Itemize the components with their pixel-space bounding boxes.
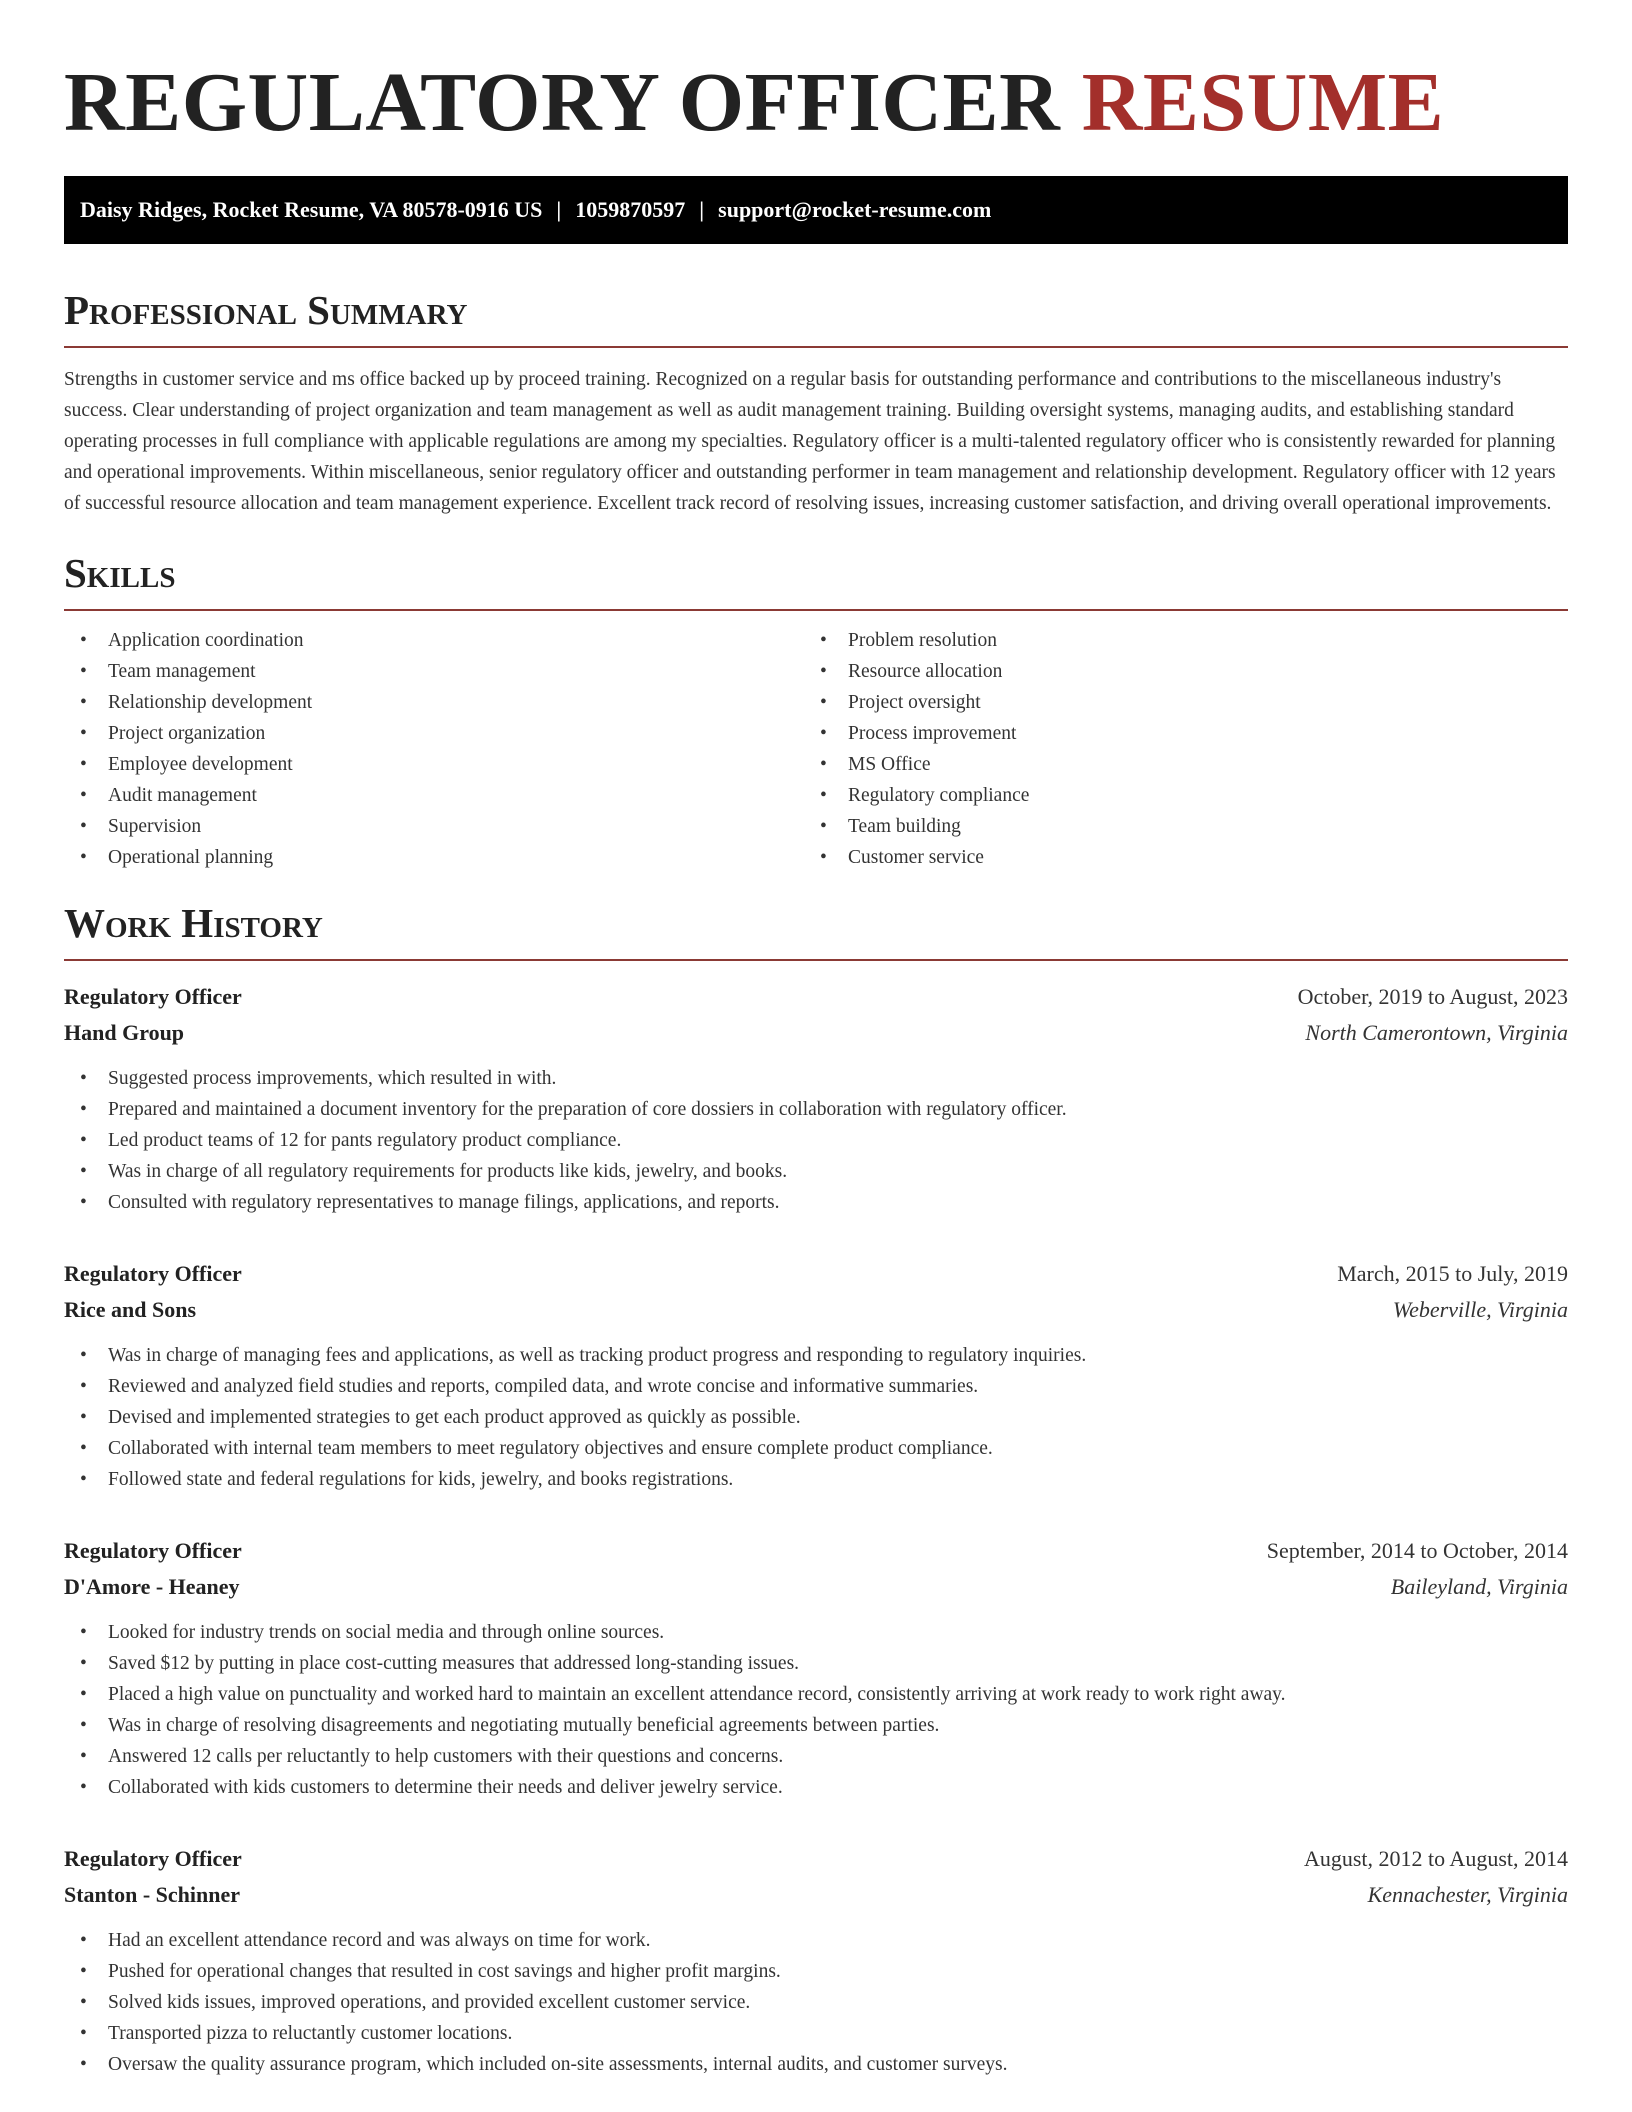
skill-item: • Process improvement [804, 718, 1544, 749]
job-bullet: • Was in charge of managing fees and applications, as well as tracking product progress and responding to regulatory inquiries. [64, 1340, 1568, 1371]
job-bullet: • Placed a high value on punctuality and worked hard to maintain an excellent attendance record, consistently arriving at work ready to work right away. [64, 1679, 1568, 1710]
skills-heading: Skills [64, 549, 1568, 611]
job-bullet: • Reviewed and analyzed field studies and reports, compiled data, and wrote concise and informative summaries. [64, 1371, 1568, 1402]
job-company-row [64, 1292, 1568, 1328]
job-header-row [64, 1533, 1568, 1569]
job-bullet: • Was in charge of all regulatory requirements for products like kids, jewelry, and books. [64, 1156, 1568, 1187]
contact-separator: | [556, 197, 562, 222]
job-location: Weberville, Virginia [1392, 1297, 1568, 1322]
resume-title [64, 0, 1568, 148]
job-location: Baileyland, Virginia [1390, 1574, 1568, 1599]
skill-item: • Customer service [804, 842, 1544, 873]
summary-heading: Professional Summary [64, 286, 1568, 348]
job-entry [64, 1256, 1568, 1495]
job-company-row [64, 1877, 1568, 1913]
job-location: North Camerontown, Virginia [1305, 1020, 1568, 1045]
skill-item: • Project oversight [804, 687, 1544, 718]
job-bullet: • Looked for industry trends on social media and through online sources. [64, 1617, 1568, 1648]
job-company: Hand Group [64, 1020, 185, 1045]
job-title: Regulatory Officer [64, 1846, 242, 1871]
skill-item: • Application coordination [64, 625, 804, 656]
job-title: Regulatory Officer [64, 984, 242, 1009]
skill-item: • Audit management [64, 780, 804, 811]
skill-item: • Team management [64, 656, 804, 687]
skill-item: • Regulatory compliance [804, 780, 1544, 811]
contact-separator: | [699, 197, 705, 222]
job-dates: August, 2012 to August, 2014 [1303, 1846, 1568, 1871]
summary-text: Strengths in customer service and ms office backed up by proceed training. Recognized on a regular basis for outstanding performance and contributions to the miscellaneous industry's success. Clear understanding of project organization and team management as well as audit management training. Building oversight systems, managing audits, and establishing standard operating processes in full compliance with applicable regulations are among my specialties. Regulatory officer is a multi-talented regulatory officer who is consistently rewarded for planning and operational improvements. Within miscellaneous, senior regulatory officer and outstanding performer in team management and relationship development. Regulatory officer with 12 years of successful resource allocation and team management experience. Excellent track record of resolving issues, increasing customer satisfaction, and driving overall operational improvements. [64, 369, 1556, 514]
job-bullets [64, 1340, 1568, 1495]
job-bullet: • Suggested process improvements, which resulted in with. [64, 1063, 1568, 1094]
job-dates: September, 2014 to October, 2014 [1266, 1538, 1568, 1563]
job-bullet: • Had an excellent attendance record and was always on time for work. [64, 1925, 1568, 1956]
job-entry [64, 1841, 1568, 2080]
job-dates: March, 2015 to July, 2019 [1337, 1261, 1568, 1286]
skill-item: • Employee development [64, 749, 804, 780]
work-history-heading: Work History [64, 899, 1568, 961]
job-bullet: • Led product teams of 12 for pants regulatory product compliance. [64, 1125, 1568, 1156]
skills-column-right [804, 625, 1544, 873]
skill-item: • Problem resolution [804, 625, 1544, 656]
job-header-row [64, 1256, 1568, 1292]
job-entry [64, 1533, 1568, 1803]
skill-item: • Team building [804, 811, 1544, 842]
contact-phone: 1059870597 [575, 197, 686, 222]
skill-item: • MS Office [804, 749, 1544, 780]
skill-item: • Supervision [64, 811, 804, 842]
job-company-row [64, 1015, 1568, 1051]
job-company: Rice and Sons [64, 1297, 197, 1322]
title-main: REGULATORY OFFICER [64, 56, 1061, 149]
job-location: Kennachester, Virginia [1367, 1882, 1568, 1907]
job-bullet: • Followed state and federal regulations for kids, jewelry, and books registrations. [64, 1464, 1568, 1495]
job-bullet: • Prepared and maintained a document inventory for the preparation of core dossiers in collaboration with regulatory officer. [64, 1094, 1568, 1125]
job-header-row [64, 1841, 1568, 1877]
contact-email: support@rocket-resume.com [718, 197, 992, 222]
job-bullet: • Transported pizza to reluctantly customer locations. [64, 2018, 1568, 2049]
job-bullet: • Was in charge of resolving disagreements and negotiating mutually beneficial agreements between parties. [64, 1710, 1568, 1741]
job-bullet: • Oversaw the quality assurance program, which included on-site assessments, internal audits, and customer surveys. [64, 2049, 1568, 2080]
skill-item: • Relationship development [64, 687, 804, 718]
job-company: Stanton - Schinner [64, 1882, 241, 1907]
job-bullet: • Answered 12 calls per reluctantly to help customers with their questions and concerns. [64, 1741, 1568, 1772]
title-accent: RESUME [1081, 56, 1445, 149]
job-bullet: • Consulted with regulatory representatives to manage filings, applications, and reports. [64, 1187, 1568, 1218]
job-dates: October, 2019 to August, 2023 [1297, 984, 1568, 1009]
job-bullet: • Devised and implemented strategies to get each product approved as quickly as possible. [64, 1402, 1568, 1433]
skill-item: • Operational planning [64, 842, 804, 873]
job-bullet: • Saved $12 by putting in place cost-cutting measures that addressed long-standing issues. [64, 1648, 1568, 1679]
contact-bar [64, 176, 1568, 244]
job-bullets [64, 1925, 1568, 2080]
job-header-row [64, 979, 1568, 1015]
skills-list [64, 625, 1568, 873]
job-title: Regulatory Officer [64, 1261, 242, 1286]
job-bullet: • Pushed for operational changes that resulted in cost savings and higher profit margins. [64, 1956, 1568, 1987]
job-bullet: • Collaborated with kids customers to determine their needs and deliver jewelry service. [64, 1772, 1568, 1803]
job-entry [64, 979, 1568, 1218]
job-company: D'Amore - Heaney [64, 1574, 240, 1599]
job-title: Regulatory Officer [64, 1538, 242, 1563]
job-bullets [64, 1617, 1568, 1803]
job-company-row [64, 1569, 1568, 1605]
contact-address: Daisy Ridges, Rocket Resume, VA 80578-0916 US [80, 197, 543, 222]
skills-column-left [64, 625, 804, 873]
job-bullets [64, 1063, 1568, 1218]
job-bullet: • Collaborated with internal team members to meet regulatory objectives and ensure complete product compliance. [64, 1433, 1568, 1464]
job-bullet: • Solved kids issues, improved operations, and provided excellent customer service. [64, 1987, 1568, 2018]
skill-item: • Project organization [64, 718, 804, 749]
skill-item: • Resource allocation [804, 656, 1544, 687]
